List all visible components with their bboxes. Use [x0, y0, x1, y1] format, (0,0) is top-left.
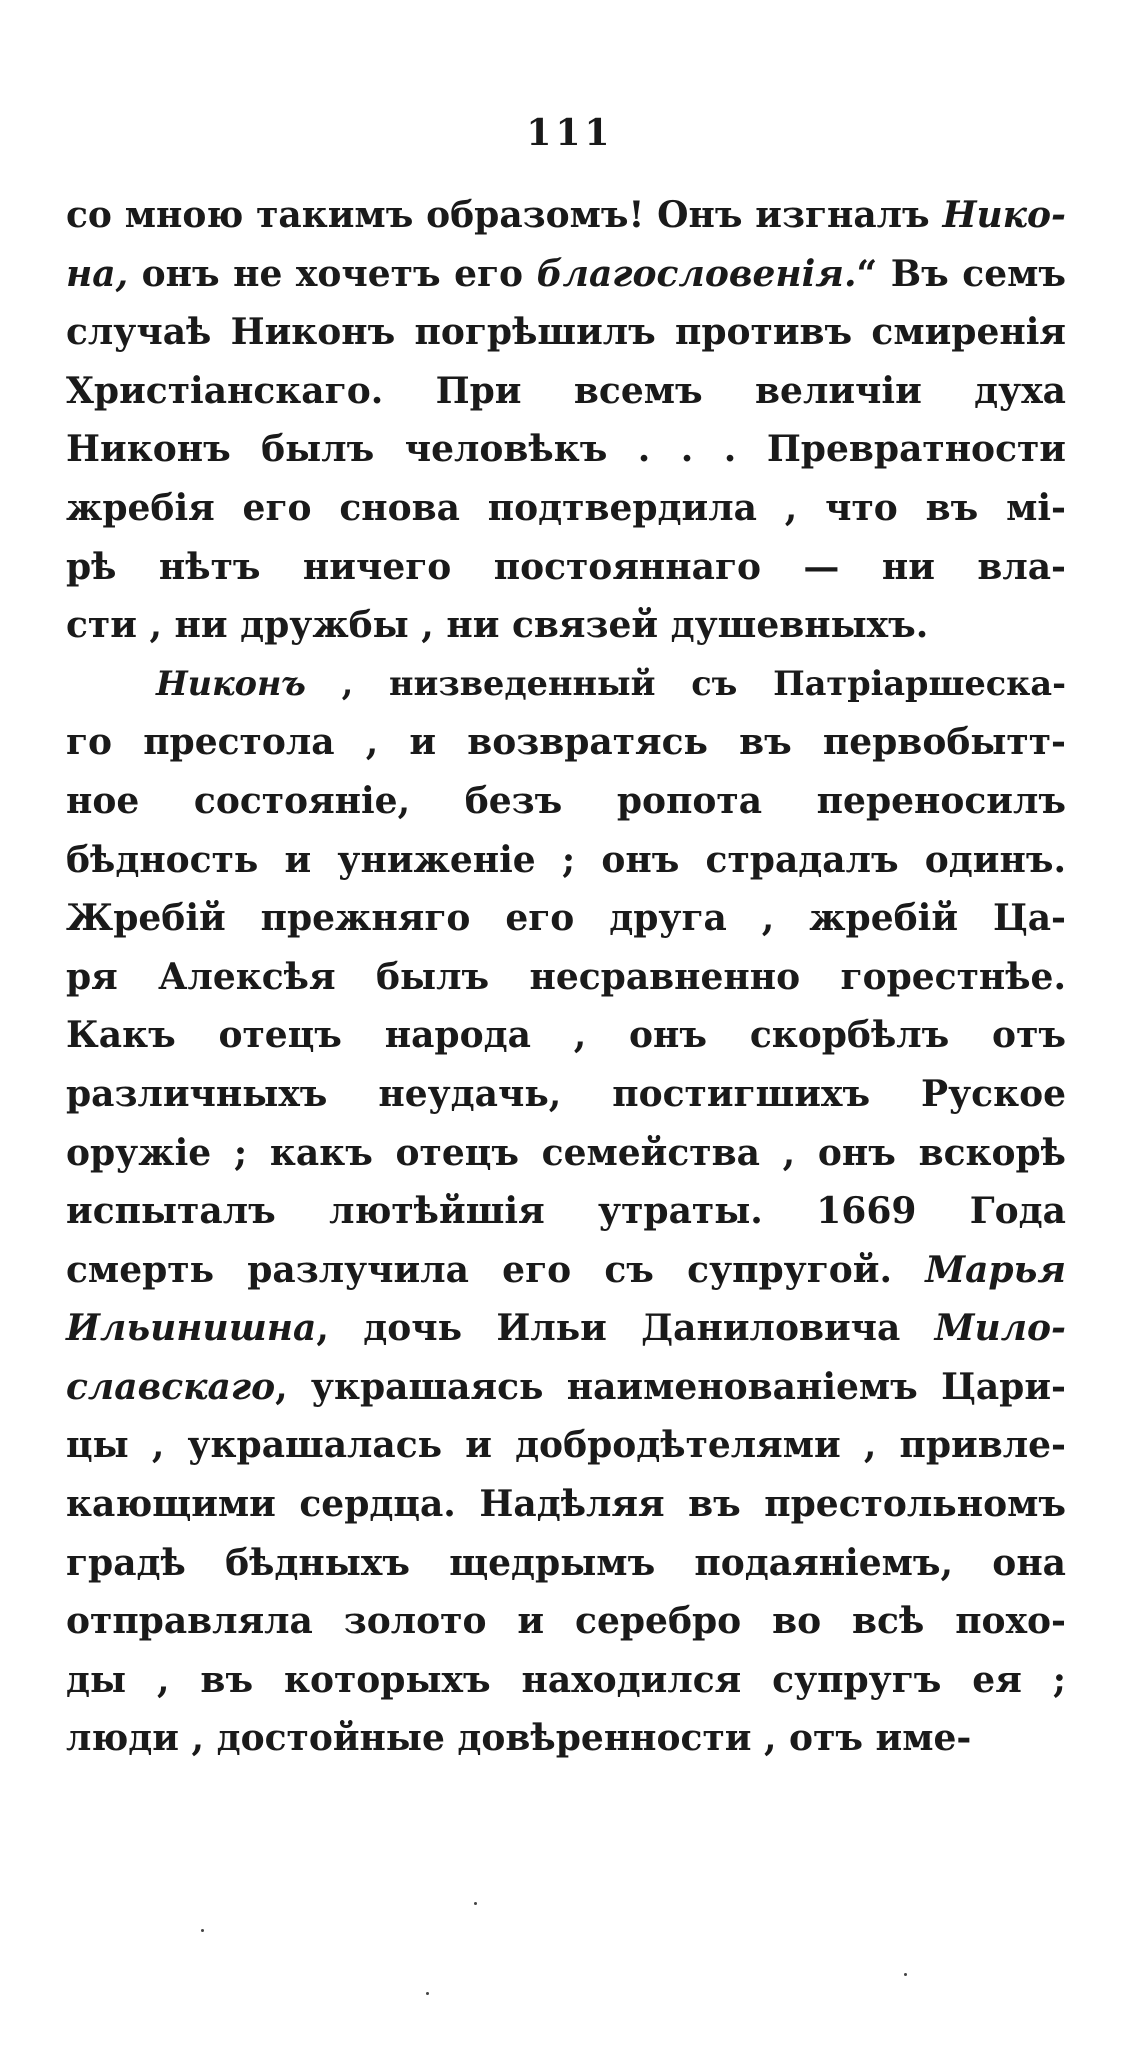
text-run: случаѣ Никонъ погрѣшилъ противъ смиренія [66, 311, 1066, 354]
text-line [66, 655, 1066, 714]
text-run: ды , въ которыхъ находился супругъ ея ; [66, 1658, 1066, 1701]
text-run: люди , достойные довѣренности , отъ име- [66, 1717, 972, 1760]
text-run: оружіе ; какъ отецъ семейства , онъ вскорѣ [66, 1131, 1066, 1174]
text-line [66, 1299, 1066, 1358]
italic-text: Мило- [934, 1307, 1066, 1350]
text-run: го престола , и возвратясь въ первобытт- [66, 721, 1066, 764]
text-line [66, 303, 1066, 362]
page-number: 111 [526, 112, 614, 154]
text-line [66, 1358, 1066, 1417]
text-run: цы , украшалась и добродѣтелями , привле- [66, 1424, 1066, 1467]
print-speck [426, 1992, 429, 1995]
text-run: , низведенный съ Патріаршеска- [305, 663, 1066, 703]
text-line [66, 831, 1066, 890]
text-line [66, 1065, 1066, 1124]
text-line [66, 889, 1066, 948]
text-run: ря Алексѣя былъ несравненно горестнѣе. [66, 955, 1066, 998]
text-line [66, 420, 1066, 479]
italic-text: Нико- [942, 194, 1066, 236]
text-line [66, 1182, 1066, 1241]
text-line [66, 362, 1066, 421]
text-line [66, 1416, 1066, 1475]
text-run: со мною такимъ образомъ! Онъ изгналъ [66, 194, 943, 236]
text-line [66, 596, 1066, 655]
italic-text: Никонъ [156, 663, 306, 703]
text-run: градѣ бѣдныхъ щедрымъ подаяніемъ, она [66, 1541, 1066, 1584]
text-run: испыталъ лютѣйшія утраты. 1669 Года [66, 1190, 1066, 1233]
text-line [66, 1534, 1066, 1593]
text-line [66, 948, 1066, 1007]
italic-text: славскаго [66, 1365, 276, 1408]
text-run: бѣдность и униженіе ; онъ страдалъ одинъ. [66, 838, 1066, 881]
text-line [66, 1006, 1066, 1065]
text-line [66, 713, 1066, 772]
text-run: Христіанскаго. При всемъ величіи духа [66, 369, 1066, 412]
text-run: отправляла золото и серебро во всѣ похо- [66, 1600, 1066, 1643]
text-line [66, 538, 1066, 597]
text-run: кающими сердца. Надѣляя въ престольномъ [66, 1483, 1066, 1526]
text-run: Никонъ былъ человѣкъ . . . Превратности [66, 428, 1066, 471]
text-line [66, 1241, 1066, 1300]
text-run: , украшаясь наименованіемъ Цари- [275, 1365, 1066, 1408]
text-line [66, 1709, 1066, 1768]
italic-text: Ильинишна [66, 1307, 317, 1350]
text-line [66, 186, 1066, 245]
text-run: Какъ отецъ народа , онъ скорбѣлъ отъ [66, 1014, 1066, 1057]
text-run: онъ не хочетъ его [128, 252, 537, 295]
print-speck [904, 1973, 907, 1976]
print-speck [474, 1902, 477, 1905]
text-line [66, 1592, 1066, 1651]
text-line [66, 479, 1066, 538]
text-run: “ Въ семъ [856, 252, 1066, 295]
text-line [66, 1475, 1066, 1534]
body-text [66, 186, 1066, 1768]
text-line [66, 1124, 1066, 1183]
print-speck [201, 1929, 204, 1932]
text-line [66, 245, 1066, 304]
text-run: жребія его снова подтвердила , что въ мі- [66, 486, 1066, 529]
text-run: смерть разлучила его съ супругой. [66, 1248, 926, 1291]
italic-text: Марья [925, 1248, 1066, 1291]
text-run: сти , ни дружбы , ни связей душевныхъ. [66, 604, 929, 647]
text-line [66, 772, 1066, 831]
text-run: Жребій прежняго его друга , жребій Ца- [66, 897, 1066, 940]
italic-text: на, [66, 252, 129, 295]
text-line [66, 1651, 1066, 1710]
text-run: различныхъ неудачь, постигшихъ Руское [66, 1072, 1066, 1115]
text-run: , дочь Ильи Даниловича [316, 1307, 935, 1350]
text-run: рѣ нѣтъ ничего постояннаго — ни вла- [66, 545, 1066, 588]
italic-text: благословенія. [536, 252, 857, 295]
text-run: ное состояніе, безъ ропота переносилъ [66, 779, 1066, 822]
